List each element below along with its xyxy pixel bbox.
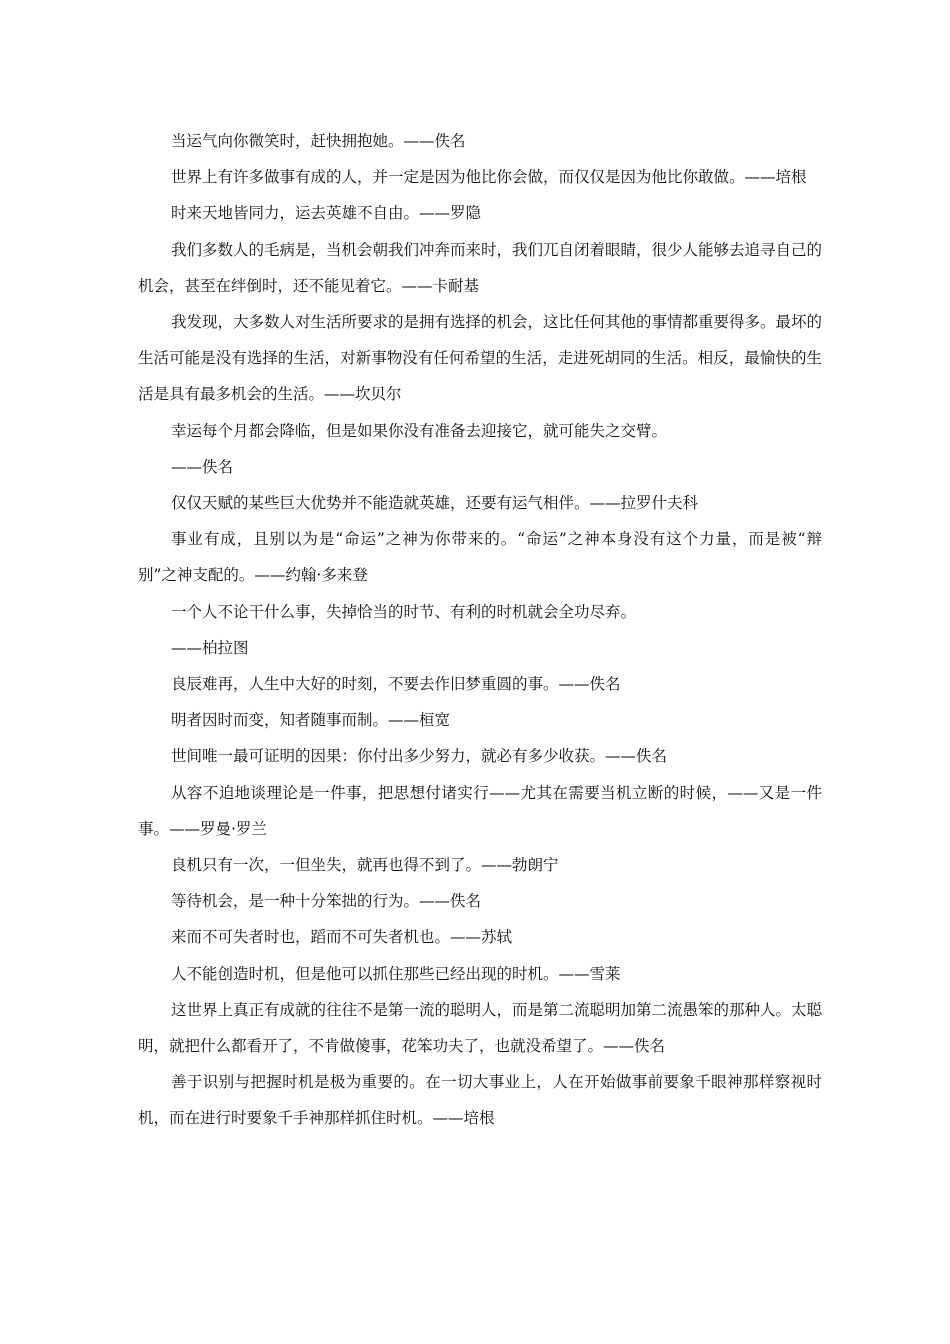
quote-paragraph: 良辰难再，人生中大好的时刻，不要去作旧梦重圆的事。——佚名 [171,675,621,694]
quote-paragraph: 善于识别与把握时机是极为重要的。在一切大事业上，人在开始做事前要象千眼神那样察视时机，而在进行时要象千手神那样抓住时机。——培根 [138,1073,822,1128]
quote-paragraph: 一个人不论干什么事，失掉恰当的时节、有利的时机就会全功尽弃。 [171,602,637,621]
quote-paragraph: 事业有成，且别以为是“命运”之神为你带来的。“命运”之神本身没有这个力量，而是被“辩别”之神支配的。——约翰·多来登 [138,530,822,585]
document-body [138,123,822,1137]
quote-paragraph: 幸运每个月都会降临，但是如果你没有准备去迎接它，就可能失之交臂。 [171,421,668,440]
quote-paragraph: 这世界上真正有成就的往往不是第一流的聪明人，而是第二流聪明加第二流愚笨的那种人。太聪明，就把什么都看开了，不肯做傻事，花笨功夫了，也就没希望了。——佚名 [138,1000,823,1056]
quote-paragraph: 当运气向你微笑时，赶快拥抱她。——佚名 [171,132,466,150]
quote-paragraph: 明者因时而变，知者随事而制。——桓宽 [171,711,451,730]
quote-paragraph: 世间唯一最可证明的因果：你付出多少努力，就必有多少收获。——佚名 [171,747,668,766]
quote-paragraph: 来而不可失者时也，蹈而不可失者机也。——苏轼 [171,928,513,947]
quote-paragraph: 我发现，大多数人对生活所要求的是拥有选择的机会，这比任何其他的事情都重要得多。最坏的生活可能是没有选择的生活，对新事物没有任何希望的生活，走进死胡同的生活。相反，最愉快的生活是具有最多机会的生活。——坎贝尔 [138,313,823,404]
quote-paragraph: 时来天地皆同力，运去英雄不自由。——罗隐 [171,204,482,223]
quote-attribution: ——柏拉图 [171,638,249,657]
quote-paragraph: 良机只有一次，一但坐失，就再也得不到了。——勃朗宁 [171,856,559,875]
quote-paragraph: 我们多数人的毛病是，当机会朝我们冲奔而来时，我们兀自闭着眼睛，很少人能够去追寻自己的机会，甚至在绊倒时，还不能见着它。——卡耐基 [138,240,823,295]
quote-paragraph: 仅仅天赋的某些巨大优势并不能造就英雄，还要有运气相伴。——拉罗什夫科 [171,494,699,513]
quote-paragraph: 人不能创造时机，但是他可以抓住那些已经出现的时机。——雪莱 [171,964,621,983]
quote-paragraph: 从容不迫地谈理论是一件事，把思想付诸实行——尤其在需要当机立断的时候，——又是一件事。——罗曼·罗兰 [138,783,822,838]
quote-paragraph: 世界上有许多做事有成的人，并一定是因为他比你会做，而仅仅是因为他比你敢做。——培根 [171,168,807,187]
quote-attribution: ——佚名 [171,457,234,476]
quote-paragraph: 等待机会，是一种十分笨拙的行为。——佚名 [171,892,482,911]
